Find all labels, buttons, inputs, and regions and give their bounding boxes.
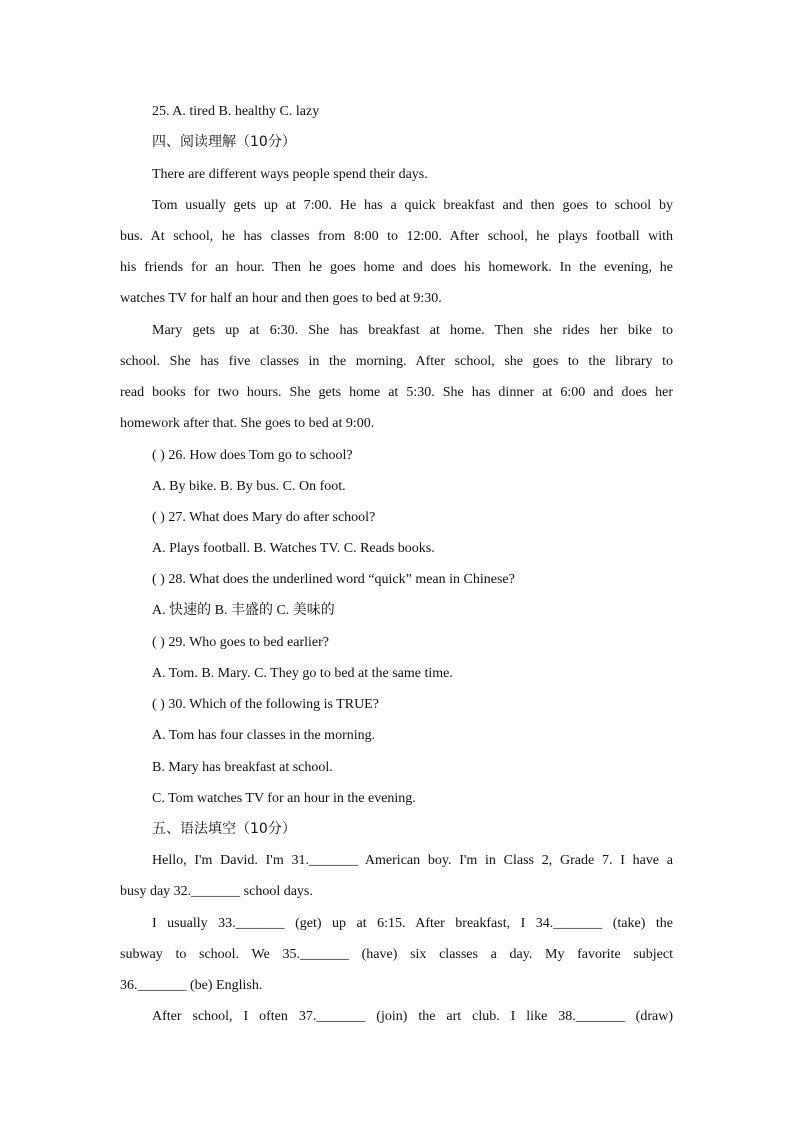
question-29: ( ) 29. Who goes to bed earlier? xyxy=(152,635,330,650)
section-4-heading: 四、阅读理解（10分） xyxy=(152,134,296,150)
passage-line: school. She has five classes in the morning. After school, she goes to the library to xyxy=(120,354,673,369)
passage-line: read books for two hours. She gets home at 5:30. She has dinner at 6:00 and does her xyxy=(120,385,673,400)
question-29-options: A. Tom. B. Mary. C. They go to bed at the same time. xyxy=(152,666,453,681)
passage-line: bus. At school, he has classes from 8:00 to 12:00. After school, he plays football with xyxy=(120,229,673,244)
question-30-option-a: A. Tom has four classes in the morning. xyxy=(152,728,376,743)
passage-line: homework after that. She goes to bed at 9:00. xyxy=(120,416,375,431)
question-28-options: A. 快速的 B. 丰盛的 C. 美味的 xyxy=(152,603,335,618)
question-26-options: A. By bike. B. By bus. C. On foot. xyxy=(152,479,346,494)
cloze-line: subway to school. We 35._______ (have) six classes a day. My favorite subject xyxy=(120,947,673,962)
question-30-option-c: C. Tom watches TV for an hour in the evening. xyxy=(152,791,416,806)
cloze-line: 36._______ (be) English. xyxy=(120,978,263,993)
passage-line: Mary gets up at 6:30. She has breakfast at home. Then she rides her bike to xyxy=(152,323,673,338)
cloze-line: After school, I often 37._______ (join) the art club. I like 38._______ (draw) xyxy=(152,1009,673,1024)
question-30: ( ) 30. Which of the following is TRUE? xyxy=(152,697,379,712)
cloze-line: Hello, I'm David. I'm 31._______ American boy. I'm in Class 2, Grade 7. I have a xyxy=(152,853,673,868)
question-26: ( ) 26. How does Tom go to school? xyxy=(152,448,353,463)
passage-intro: There are different ways people spend their days. xyxy=(152,167,428,182)
cloze-line: busy day 32._______ school days. xyxy=(120,884,313,899)
cloze-line: I usually 33._______ (get) up at 6:15. After breakfast, I 34._______ (take) the xyxy=(152,916,673,931)
passage-line: his friends for an hour. Then he goes home and does his homework. In the evening, he xyxy=(120,260,673,275)
passage-line: Tom usually gets up at 7:00. He has a quick breakfast and then goes to school by xyxy=(152,198,673,213)
question-25-options: 25. A. tired B. healthy C. lazy xyxy=(152,104,320,119)
question-30-option-b: B. Mary has breakfast at school. xyxy=(152,760,333,775)
passage-line: watches TV for half an hour and then goes to bed at 9:30. xyxy=(120,291,442,306)
section-5-heading: 五、语法填空（10分） xyxy=(152,821,296,837)
question-28: ( ) 28. What does the underlined word “quick” mean in Chinese? xyxy=(152,572,515,587)
question-27-options: A. Plays football. B. Watches TV. C. Reads books. xyxy=(152,541,435,556)
question-27: ( ) 27. What does Mary do after school? xyxy=(152,510,376,525)
